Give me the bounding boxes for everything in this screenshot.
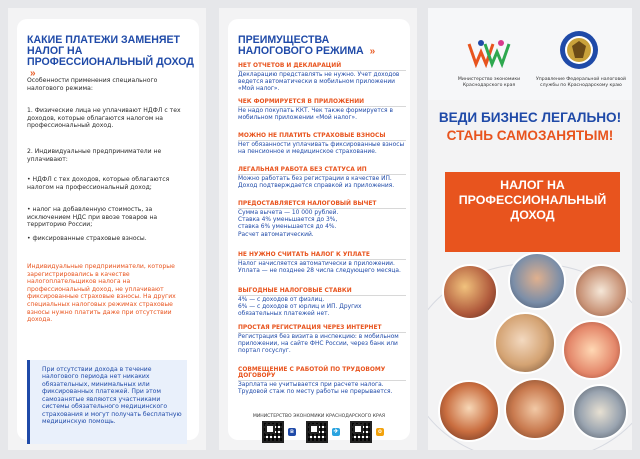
photo-tailor (442, 264, 498, 320)
advantage-heading: ПРОСТАЯ РЕГИСТРАЦИЯ ЧЕРЕЗ ИНТЕРНЕТ (238, 325, 406, 333)
callout-box: При отсутствии дохода в течение налогового периода нет никаких обязательных, минимальных или фиксированных платежей. При этом самозанятые являются участниками системы обязательного медицинского страхования и могут получать бесплатную медицинскую помощь. (27, 360, 187, 444)
fns-logo-text: Управление Федеральной налоговой службы по Краснодарскому краю (536, 77, 626, 88)
panel-title-text: ПРЕИМУЩЕСТВА НАЛОГОВОГО РЕЖИМА (238, 34, 364, 58)
telegram-icon: ✈ (333, 429, 339, 435)
advantage-body: Зарплата не учитывается при расчете налога. Трудовой стаж по месту работы не прерывается. (238, 382, 393, 396)
qr-code-icon[interactable] (262, 421, 284, 443)
intro-text: Особенности применения специального налогового режима: (27, 77, 158, 92)
advantage-body: Нет обязанности уплачивать фиксированные взносы на пенсионное и медицинское страхование. (238, 142, 405, 156)
slogan-line-2: СТАНЬ САМОЗАНЯТЫМ! (446, 128, 614, 144)
orange-paragraph: Индивидуальные предприниматели, которые зарегистрировались в качестве налогоплательщиков налога на профессиональный доход, не уплачивают фиксированные страховые взносы. На других специальных налоговых режимах страховые взносы нужно платить даже при отсутствии дохода. (27, 263, 176, 324)
advantage-heading: НЕТ ОТЧЕТОВ И ДЕКЛАРАЦИЙ (238, 63, 406, 71)
photo-person (508, 252, 566, 310)
photo-worker (572, 384, 628, 440)
chevron-right-icon: » (369, 46, 374, 58)
photo-baker (494, 312, 556, 374)
ministry-logo-icon (467, 38, 511, 68)
advantage-body: Можно работать без регистрации в качестве ИП. Доход подтверждается справкой из приложения. (238, 176, 395, 190)
slogan (428, 109, 632, 146)
advantage-body: Сумма вычета — 10 000 рублей. Ставка 4% уменьшается до 3%, ставка 6% уменьшается до 4%. Расчет автоматический. (238, 210, 339, 238)
advantage-heading: СОВМЕЩЕНИЕ С РАБОТОЙ ПО ТРУДОВОМУ ДОГОВОРУ (238, 367, 406, 381)
advantage-item (238, 201, 406, 239)
advantage-heading: МОЖНО НЕ ПЛАТИТЬ СТРАХОВЫЕ ВЗНОСЫ (238, 133, 406, 141)
advantage-body: Декларацию представлять не нужно. Учет доходов ведется автоматически в мобильном приложении «Мой налог». (238, 72, 400, 93)
fns-emblem-icon (559, 30, 599, 70)
item-1: 1. Физические лица не уплачивают НДФЛ с тех доходов, которые облагаются налогом на профессиональный доход. (27, 107, 181, 130)
advantage-heading: ЛЕГАЛЬНАЯ РАБОТА БЕЗ СТАТУСА ИП (238, 167, 406, 175)
bullet-insurance: • фиксированные страховые взносы. (27, 235, 147, 242)
photo-hands (574, 264, 628, 318)
advantage-heading: НЕ НУЖНО СЧИТАТЬ НАЛОГ К УПЛАТЕ (238, 252, 406, 260)
item-2: 2. Индивидуальные предприниматели не уплачивают: (27, 148, 162, 163)
photo-manicure (504, 378, 566, 440)
advantage-heading: ПРЕДОСТАВЛЯЕТСЯ НАЛОГОВЫЙ ВЫЧЕТ (238, 201, 406, 209)
advantage-heading: ВЫГОДНЫЕ НАЛОГОВЫЕ СТАВКИ (238, 288, 406, 296)
chevron-right-icon: » (30, 68, 34, 80)
ok-icon: о (376, 428, 384, 436)
advantage-item (238, 63, 406, 94)
bullet-vat: • налог на добавленную стоимость, за исключением НДС при ввозе товаров на территорию России; (27, 206, 158, 229)
panel-content-card (228, 19, 410, 440)
ministry-footer: МИНИСТЕРСТВО ЭКОНОМИКИ КРАСНОДАРСКОГО КРАЯ (252, 414, 386, 419)
advantage-body: 4% — с доходов от физлиц. 6% — с доходов от юрлиц и ИП. Других обязательных платежей нет. (238, 297, 362, 318)
tax-title-box: НАЛОГ НА ПРОФЕССИОНАЛЬНЫЙ ДОХОД (445, 172, 620, 252)
panel-title-text: КАКИЕ ПЛАТЕЖИ ЗАМЕНЯЕТ НАЛОГ НА ПРОФЕССИОНАЛЬНЫЙ ДОХОД (27, 34, 194, 69)
photo-hairdresser (438, 380, 500, 442)
panel-title (238, 35, 406, 58)
panel-advantages (219, 8, 417, 450)
advantage-item (238, 99, 406, 122)
panel-payments-replaced (8, 8, 206, 450)
vk-icon: в (288, 428, 296, 436)
qr-code-icon[interactable] (306, 421, 328, 443)
advantage-body: Налог начисляется автоматически в приложении. Уплата — не позднее 28 числа следующего месяца. (238, 261, 401, 275)
advantage-item (238, 167, 406, 190)
advantage-item (238, 367, 406, 396)
advantage-item (238, 252, 406, 275)
qr-code-icon[interactable] (350, 421, 372, 443)
slogan-line-1: ВЕДИ БИЗНЕС ЛЕГАЛЬНО! (438, 110, 622, 125)
advantage-heading: ЧЕК ФОРМИРУЕТСЯ В ПРИЛОЖЕНИИ (238, 99, 406, 107)
advantage-item (238, 133, 406, 156)
ministry-logo-text: Министерство экономики Краснодарского края (457, 77, 521, 88)
photo-craft (562, 320, 622, 380)
advantage-body: Не надо покупать ККТ. Чек также формируется в мобильном приложении «Мой налог». (238, 108, 393, 122)
bullet-ndfl: • НДФЛ с тех доходов, которые облагаются налогом на профессиональный доход; (27, 176, 170, 191)
advantage-item (238, 325, 406, 356)
logos-header (428, 8, 632, 100)
panel-cover (428, 8, 632, 450)
advantage-item (238, 288, 406, 319)
panel-content-card (17, 19, 199, 440)
panel-title (27, 35, 195, 80)
advantage-body: Регистрация без визита в инспекцию: в мобильном приложении, на сайте ФНС России, через банк или портал госуслуг. (238, 334, 399, 355)
